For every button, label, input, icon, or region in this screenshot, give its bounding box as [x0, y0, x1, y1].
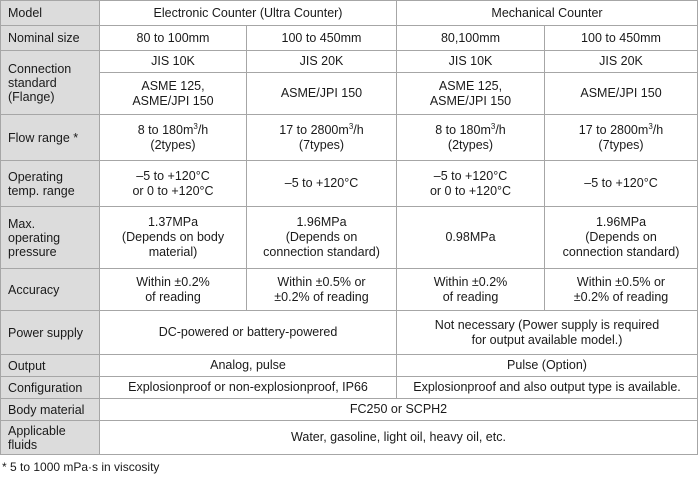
operating-temp-label: Operating temp. range: [1, 161, 100, 207]
flow-range-label: Flow range *: [1, 115, 100, 161]
nominal-size-label: Nominal size: [1, 26, 100, 51]
flow-types: (7types): [598, 137, 644, 152]
operating-temp-value: –5 to +120°C or 0 to +120°C: [397, 161, 545, 207]
flow-unit: m: [338, 122, 349, 137]
flow-range-number: 17 to 2800: [279, 122, 339, 137]
max-pressure-label: Max. operating pressure: [1, 207, 100, 269]
connection-standard-value: JIS 20K: [247, 51, 397, 73]
flow-types: (2types): [447, 137, 494, 152]
accuracy-value: Within ±0.5% or ±0.2% of reading: [247, 269, 397, 311]
connection-standard-value: ASME 125, ASME/JPI 150: [397, 73, 545, 115]
flow-unit: m: [637, 122, 649, 137]
body-material-label: Body material: [1, 399, 100, 421]
power-supply-electronic: DC-powered or battery-powered: [100, 311, 397, 355]
power-supply-mechanical: Not necessary (Power supply is required for output available model.): [397, 311, 698, 355]
applicable-fluids-label: Applicable fluids: [1, 421, 100, 455]
connection-standard-value: ASME/JPI 150: [545, 73, 698, 115]
flow-unit-exponent: 3: [348, 121, 354, 131]
mechanical-counter-header: Mechanical Counter: [397, 1, 698, 26]
connection-standard-value: JIS 20K: [545, 51, 698, 73]
operating-temp-value: –5 to +120°C or 0 to +120°C: [100, 161, 247, 207]
accuracy-value: Within ±0.5% or ±0.2% of reading: [545, 269, 698, 311]
flow-range-value: [100, 115, 247, 161]
accuracy-label: Accuracy: [1, 269, 100, 311]
operating-temp-row: [1, 161, 698, 207]
configuration-electronic: Explosionproof or non-explosionproof, IP66: [100, 377, 397, 399]
body-material-value: FC250 or SCPH2: [100, 399, 698, 421]
max-pressure-value: 1.96MPa (Depends on connection standard): [545, 207, 698, 269]
flow-unit-suffix: /h: [652, 122, 664, 137]
connection-standard-row-2: [1, 73, 698, 115]
configuration-row: [1, 377, 698, 399]
nominal-size-value: 80 to 100mm: [100, 26, 247, 51]
flow-unit-suffix: /h: [353, 122, 364, 137]
flow-range-number: 8 to 180: [137, 122, 183, 137]
flow-unit-suffix: /h: [197, 122, 209, 137]
max-pressure-value: 1.96MPa (Depends on connection standard): [247, 207, 397, 269]
accuracy-value: Within ±0.2% of reading: [397, 269, 545, 311]
power-supply-row: [1, 311, 698, 355]
applicable-fluids-value: Water, gasoline, light oil, heavy oil, etc.: [100, 421, 698, 455]
max-pressure-row: [1, 207, 698, 269]
operating-temp-value: –5 to +120°C: [545, 161, 698, 207]
flow-unit: m: [182, 122, 194, 137]
flow-types: (7types): [298, 137, 345, 152]
output-label: Output: [1, 355, 100, 377]
electronic-counter-header: Electronic Counter (Ultra Counter): [100, 1, 397, 26]
body-material-row: [1, 399, 698, 421]
max-pressure-value: 0.98MPa: [397, 207, 545, 269]
flow-range-number: 17 to 2800: [578, 122, 638, 137]
flow-range-number: 8 to 180: [435, 122, 481, 137]
flow-range-value: [247, 115, 397, 161]
flow-unit-exponent: 3: [490, 121, 496, 131]
footnote: * 5 to 1000 mPa·s in viscosity: [2, 460, 160, 474]
output-electronic: Analog, pulse: [100, 355, 397, 377]
nominal-size-value: 80,100mm: [397, 26, 545, 51]
flow-types: (2types): [150, 137, 196, 152]
connection-standard-value: JIS 10K: [397, 51, 545, 73]
flow-range-value: [397, 115, 545, 161]
connection-standard-row: [1, 51, 698, 73]
nominal-size-value: 100 to 450mm: [545, 26, 698, 51]
nominal-size-row: [1, 26, 698, 51]
flow-unit-exponent: 3: [193, 121, 198, 131]
accuracy-value: Within ±0.2% of reading: [100, 269, 247, 311]
output-mechanical: Pulse (Option): [397, 355, 698, 377]
connection-standard-value: ASME 125, ASME/JPI 150: [100, 73, 247, 115]
operating-temp-value: –5 to +120°C: [247, 161, 397, 207]
connection-standard-value: ASME/JPI 150: [247, 73, 397, 115]
configuration-mechanical: Explosionproof and also output type is available.: [397, 377, 698, 399]
applicable-fluids-row: [1, 421, 698, 455]
model-header: Model: [1, 1, 100, 26]
configuration-label: Configuration: [1, 377, 100, 399]
max-pressure-value: 1.37MPa (Depends on body material): [100, 207, 247, 269]
flow-range-row: [1, 115, 698, 161]
output-row: [1, 355, 698, 377]
flow-range-value: [545, 115, 698, 161]
connection-standard-value: JIS 10K: [100, 51, 247, 73]
flow-unit: m: [480, 122, 491, 137]
flow-unit-exponent: 3: [648, 121, 653, 131]
flow-unit-suffix: /h: [495, 122, 506, 137]
header-row: [1, 1, 698, 26]
nominal-size-value: 100 to 450mm: [247, 26, 397, 51]
accuracy-row: [1, 269, 698, 311]
power-supply-label: Power supply: [1, 311, 100, 355]
connection-standard-label: Connection standard (Flange): [1, 51, 100, 115]
